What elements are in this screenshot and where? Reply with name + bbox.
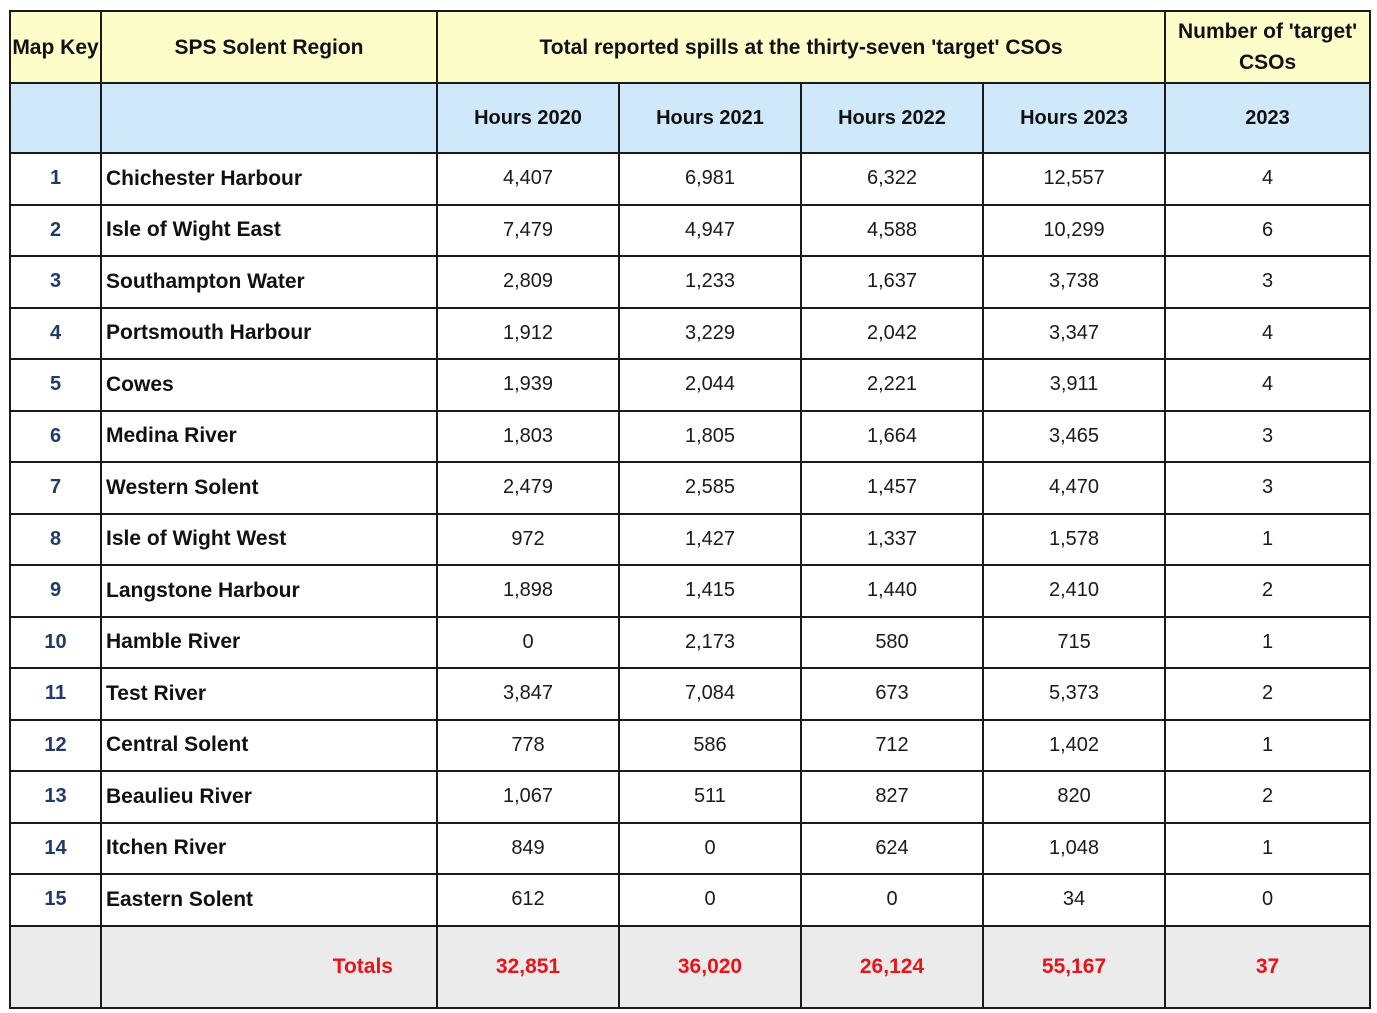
spills-title-header: Total reported spills at the thirty-seven 'target' CSOs xyxy=(437,11,1165,83)
table-row xyxy=(10,411,1370,463)
hours-2023-cell: 715 xyxy=(983,617,1165,669)
region-cell: Isle of Wight West xyxy=(101,514,437,566)
total-2021: 36,020 xyxy=(619,926,801,1008)
hours-2021-cell: 6,981 xyxy=(619,153,801,205)
map-key-cell: 10 xyxy=(10,617,101,669)
hours-2021-cell: 1,805 xyxy=(619,411,801,463)
hours-2023-cell: 5,373 xyxy=(983,668,1165,720)
total-csos: 37 xyxy=(1165,926,1370,1008)
table-row xyxy=(10,874,1370,926)
region-cell: Medina River xyxy=(101,411,437,463)
totals-label: Totals xyxy=(101,926,437,1008)
totals-blank-key xyxy=(10,926,101,1008)
hours-2022-cell: 2,221 xyxy=(801,359,983,411)
csos-count-cell: 1 xyxy=(1165,823,1370,875)
target-count-header: Number of 'target' CSOs xyxy=(1165,11,1370,83)
csos-count-cell: 2 xyxy=(1165,771,1370,823)
header-row xyxy=(10,11,1370,83)
region-cell: Hamble River xyxy=(101,617,437,669)
hours-2021-cell: 1,233 xyxy=(619,256,801,308)
hours-2020-cell: 2,809 xyxy=(437,256,619,308)
hours-2023-cell: 4,470 xyxy=(983,462,1165,514)
hours-2023-cell: 3,347 xyxy=(983,308,1165,360)
hours-2023-cell: 34 xyxy=(983,874,1165,926)
hours-2022-cell: 580 xyxy=(801,617,983,669)
hours-2020-cell: 778 xyxy=(437,720,619,772)
hours-2022-cell: 1,337 xyxy=(801,514,983,566)
table-body xyxy=(10,153,1370,926)
hours-2020-cell: 7,479 xyxy=(437,205,619,257)
total-2023: 55,167 xyxy=(983,926,1165,1008)
hours-2022-cell: 1,637 xyxy=(801,256,983,308)
region-cell: Western Solent xyxy=(101,462,437,514)
hours-2020-cell: 0 xyxy=(437,617,619,669)
hours-2022-cell: 2,042 xyxy=(801,308,983,360)
hours-2022-cell: 712 xyxy=(801,720,983,772)
table-row xyxy=(10,462,1370,514)
spills-table xyxy=(9,10,1371,1009)
hours-2022-cell: 0 xyxy=(801,874,983,926)
map-key-cell: 8 xyxy=(10,514,101,566)
map-key-cell: 13 xyxy=(10,771,101,823)
map-key-cell: 2 xyxy=(10,205,101,257)
table-row xyxy=(10,514,1370,566)
hours-2021-cell: 1,415 xyxy=(619,565,801,617)
map-key-header: Map Key xyxy=(10,11,101,83)
region-cell: Portsmouth Harbour xyxy=(101,308,437,360)
table-row xyxy=(10,617,1370,669)
table-row xyxy=(10,771,1370,823)
table-row xyxy=(10,256,1370,308)
hours-2020-cell: 2,479 xyxy=(437,462,619,514)
hours-2022-cell: 1,664 xyxy=(801,411,983,463)
csos-count-cell: 6 xyxy=(1165,205,1370,257)
hours-2023-cell: 3,738 xyxy=(983,256,1165,308)
hours-2023-cell: 1,402 xyxy=(983,720,1165,772)
csos-count-cell: 2 xyxy=(1165,565,1370,617)
hours-2020-cell: 3,847 xyxy=(437,668,619,720)
table-row xyxy=(10,565,1370,617)
csos-count-cell: 3 xyxy=(1165,256,1370,308)
map-key-cell: 6 xyxy=(10,411,101,463)
region-cell: Itchen River xyxy=(101,823,437,875)
csos-count-cell: 4 xyxy=(1165,308,1370,360)
hours-2021-cell: 3,229 xyxy=(619,308,801,360)
hours-2021-cell: 4,947 xyxy=(619,205,801,257)
csos-count-cell: 1 xyxy=(1165,617,1370,669)
hours-2021-cell: 511 xyxy=(619,771,801,823)
hours-2022-cell: 1,440 xyxy=(801,565,983,617)
hours-2020-cell: 849 xyxy=(437,823,619,875)
map-key-cell: 3 xyxy=(10,256,101,308)
hours-2023-cell: 1,578 xyxy=(983,514,1165,566)
total-2020: 32,851 xyxy=(437,926,619,1008)
table-row xyxy=(10,823,1370,875)
region-cell: Chichester Harbour xyxy=(101,153,437,205)
region-cell: Southampton Water xyxy=(101,256,437,308)
map-key-cell: 4 xyxy=(10,308,101,360)
hours-2022-cell: 673 xyxy=(801,668,983,720)
csos-count-cell: 2 xyxy=(1165,668,1370,720)
map-key-cell: 14 xyxy=(10,823,101,875)
region-cell: Test River xyxy=(101,668,437,720)
csos-count-cell: 4 xyxy=(1165,153,1370,205)
table-row xyxy=(10,153,1370,205)
map-key-cell: 5 xyxy=(10,359,101,411)
hours-2021-cell: 2,173 xyxy=(619,617,801,669)
hours-2023-cell: 10,299 xyxy=(983,205,1165,257)
csos-count-cell: 0 xyxy=(1165,874,1370,926)
hours-2022-cell: 827 xyxy=(801,771,983,823)
totals-row xyxy=(10,926,1370,1008)
hours-2022-cell: 624 xyxy=(801,823,983,875)
hours-2020-cell: 972 xyxy=(437,514,619,566)
hours-2021-header: Hours 2021 xyxy=(619,83,801,153)
hours-2020-cell: 612 xyxy=(437,874,619,926)
hours-2021-cell: 7,084 xyxy=(619,668,801,720)
region-cell: Cowes xyxy=(101,359,437,411)
hours-2021-cell: 586 xyxy=(619,720,801,772)
subheader-blank-region xyxy=(101,83,437,153)
map-key-cell: 12 xyxy=(10,720,101,772)
hours-2023-header: Hours 2023 xyxy=(983,83,1165,153)
map-key-cell: 11 xyxy=(10,668,101,720)
map-key-cell: 9 xyxy=(10,565,101,617)
region-cell: Langstone Harbour xyxy=(101,565,437,617)
hours-2022-cell: 1,457 xyxy=(801,462,983,514)
region-cell: Beaulieu River xyxy=(101,771,437,823)
hours-2021-cell: 1,427 xyxy=(619,514,801,566)
csos-count-cell: 1 xyxy=(1165,514,1370,566)
table-row xyxy=(10,359,1370,411)
hours-2021-cell: 0 xyxy=(619,874,801,926)
region-cell: Central Solent xyxy=(101,720,437,772)
subheader-row xyxy=(10,83,1370,153)
hours-2020-cell: 1,939 xyxy=(437,359,619,411)
hours-2023-cell: 820 xyxy=(983,771,1165,823)
hours-2023-cell: 3,911 xyxy=(983,359,1165,411)
hours-2020-header: Hours 2020 xyxy=(437,83,619,153)
csos-count-cell: 1 xyxy=(1165,720,1370,772)
table-row xyxy=(10,668,1370,720)
hours-2022-cell: 4,588 xyxy=(801,205,983,257)
region-cell: Eastern Solent xyxy=(101,874,437,926)
map-key-cell: 15 xyxy=(10,874,101,926)
total-2022: 26,124 xyxy=(801,926,983,1008)
hours-2023-cell: 3,465 xyxy=(983,411,1165,463)
hours-2023-cell: 2,410 xyxy=(983,565,1165,617)
csos-count-cell: 4 xyxy=(1165,359,1370,411)
hours-2020-cell: 1,912 xyxy=(437,308,619,360)
csos-count-cell: 3 xyxy=(1165,411,1370,463)
subheader-blank-key xyxy=(10,83,101,153)
hours-2022-header: Hours 2022 xyxy=(801,83,983,153)
hours-2021-cell: 2,044 xyxy=(619,359,801,411)
map-key-cell: 1 xyxy=(10,153,101,205)
region-cell: Isle of Wight East xyxy=(101,205,437,257)
table-row xyxy=(10,308,1370,360)
region-header: SPS Solent Region xyxy=(101,11,437,83)
hours-2021-cell: 2,585 xyxy=(619,462,801,514)
hours-2023-cell: 12,557 xyxy=(983,153,1165,205)
hours-2023-cell: 1,048 xyxy=(983,823,1165,875)
table-row xyxy=(10,205,1370,257)
hours-2020-cell: 1,898 xyxy=(437,565,619,617)
hours-2021-cell: 0 xyxy=(619,823,801,875)
hours-2022-cell: 6,322 xyxy=(801,153,983,205)
hours-2020-cell: 1,067 xyxy=(437,771,619,823)
hours-2020-cell: 1,803 xyxy=(437,411,619,463)
hours-2020-cell: 4,407 xyxy=(437,153,619,205)
year-2023-header: 2023 xyxy=(1165,83,1370,153)
table-row xyxy=(10,720,1370,772)
csos-count-cell: 3 xyxy=(1165,462,1370,514)
map-key-cell: 7 xyxy=(10,462,101,514)
